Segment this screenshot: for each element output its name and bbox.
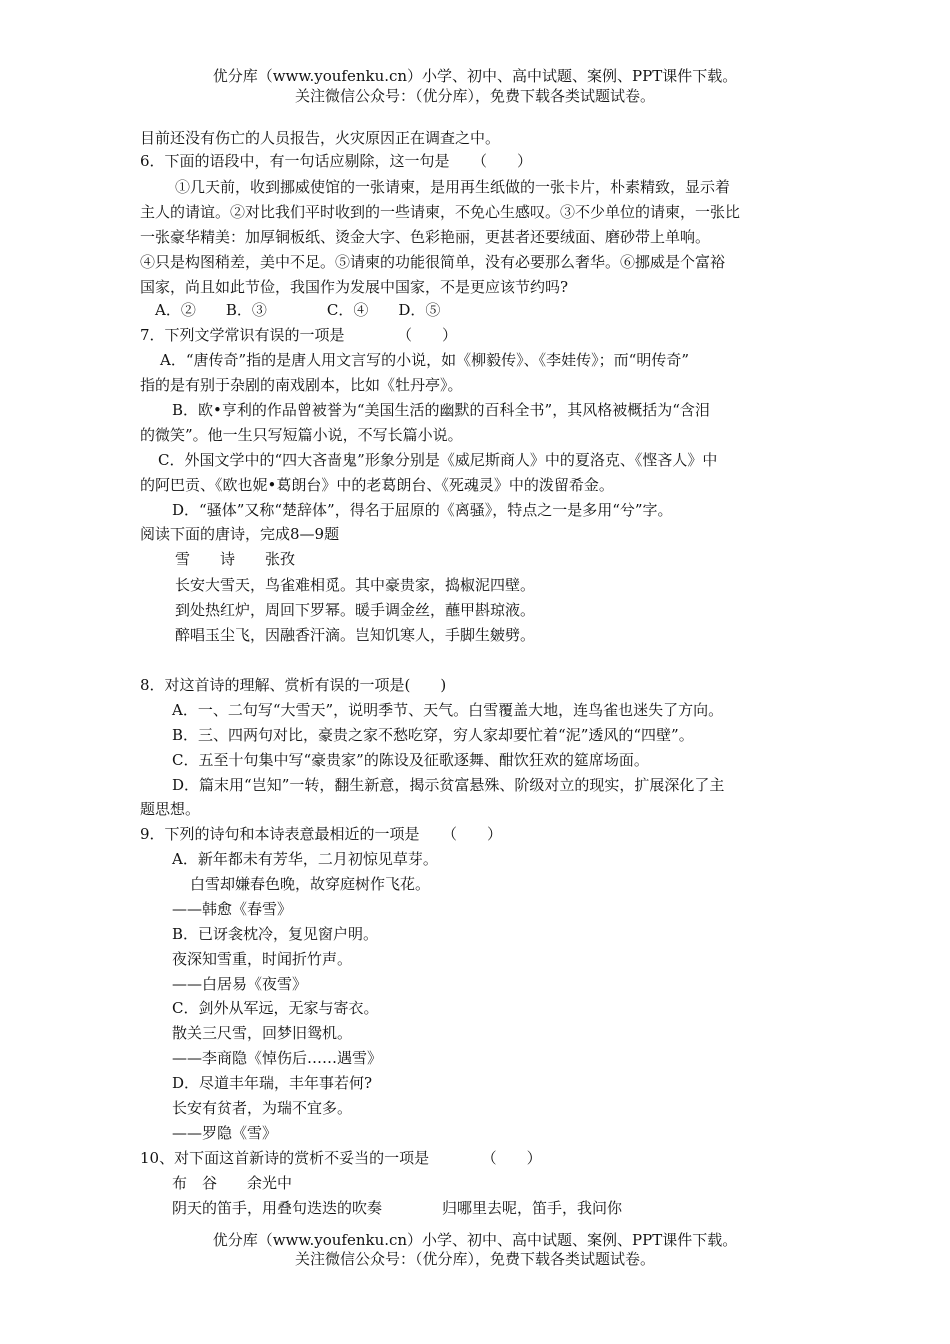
option-a-source: ——韩愈《春雪》 xyxy=(172,900,293,918)
poem-title: 雪 诗 张孜 xyxy=(175,550,296,568)
text-line: 目前还没有伤亡的人员报告，火灾原因正在调查之中。 xyxy=(140,129,501,147)
option-c: C．五至十句集中写“豪贵家”的陈设及征歌逐舞、酣饮狂欢的筵席场面。 xyxy=(172,751,649,769)
option-d-cont: 长安有贫者，为瑞不宜多。 xyxy=(172,1099,353,1117)
footer-line-2: 关注微信公众号：（优分库），免费下载各类试题试卷。 xyxy=(294,1250,655,1268)
option-b: B．欧•亨利的作品曾被誉为“美国生活的幽默的百科全书”，其风格被概括为“含泪 xyxy=(172,401,710,419)
question-8-stem: 8．对这首诗的理解、赏析有误的一项是( ) xyxy=(140,676,447,694)
option-d: D．“骚体”又称“楚辞体”，得名于屈原的《离骚》，特点之一是多用“兮”字。 xyxy=(172,501,673,519)
option-d: D．篇末用“岂知”一转，翻生新意，揭示贫富悬殊、阶级对立的现实，扩展深化了主 xyxy=(172,776,725,794)
poem-title: 布 谷 余光中 xyxy=(172,1174,293,1192)
option-d-source: ——罗隐《雪》 xyxy=(172,1124,278,1142)
option-a: A．“唐传奇”指的是唐人用文言写的小说，如《柳毅传》、《李娃传》；而“明传奇” xyxy=(160,351,690,369)
passage-line: 主人的请谊。②对比我们平时收到的一些请柬，不免心生感叹。③不少单位的请柬，一张比 xyxy=(140,203,741,221)
option-a: A．一、二句写“大雪天”，说明季节、天气。白雪覆盖大地，连鸟雀也迷失了方向。 xyxy=(172,701,724,719)
option-a-cont: 指的是有别于杂剧的南戏剧本，比如《牡丹亭》。 xyxy=(140,376,463,394)
passage-line: ①几天前，收到挪威使馆的一张请柬，是用再生纸做的一张卡片，朴素精致，显示着 xyxy=(175,178,731,196)
option-d-cont: 题思想。 xyxy=(140,800,201,818)
option-c-cont: 散关三尺雪，回梦旧鸳机。 xyxy=(172,1024,353,1042)
option-b-source: ——白居易《夜雪》 xyxy=(172,975,308,993)
option-a: A．新年都未有芳华，二月初惊见草芽。 xyxy=(172,850,438,868)
question-7-stem: 7．下列文学常识有误的一项是 （ ） xyxy=(140,326,458,344)
passage-line: 一张豪华精美：加厚铜板纸、烫金大字、色彩艳丽，更甚者还要绒面、磨砂带上单响。 xyxy=(140,228,711,246)
poem-line: 醉唱玉尘飞，因融香汗滴。岂知饥寒人，手脚生皴劈。 xyxy=(175,626,536,644)
passage-line: ④只是构图稍差，美中不足。⑤请柬的功能很简单，没有必要那么奢华。⑥挪威是个富裕 xyxy=(140,253,726,271)
question-6-options: A．② B．③ C．④ D．⑤ xyxy=(155,301,441,319)
option-c: C．外国文学中的“四大吝啬鬼”形象分别是《威尼斯商人》中的夏洛克、《悭吝人》中 xyxy=(158,451,718,469)
header-line-2: 关注微信公众号：（优分库），免费下载各类试题试卷。 xyxy=(294,87,655,105)
option-b: B．三、四两句对比，豪贵之家不愁吃穿，穷人家却要忙着“泥”透风的“四壁”。 xyxy=(172,726,694,744)
reading-instruction: 阅读下面的唐诗，完成8—9题 xyxy=(140,525,340,543)
option-c-source: ——李商隐《悼伤后……遇雪》 xyxy=(172,1049,383,1067)
option-b-cont: 夜深知雪重，时闻折竹声。 xyxy=(172,950,353,968)
option-c-cont: 的阿巴贡、《欧也妮•葛朗台》中的老葛朗台、《死魂灵》中的泼留希金。 xyxy=(140,476,614,494)
header-line-1: 优分库（www.youfenku.cn）小学、初中、高中试题、案例、PPT课件下载。 xyxy=(212,67,738,85)
option-c: C．剑外从军远，无家与寄衣。 xyxy=(172,999,379,1017)
option-a-cont: 白雪却嫌春色晚，故穿庭树作飞花。 xyxy=(190,875,431,893)
poem-line: 到处热红炉，周回下罗幂。暖手调金丝，蘸甲斟琼液。 xyxy=(175,601,536,619)
passage-line: 国家，尚且如此节俭，我国作为发展中国家，不是更应该节约吗? xyxy=(140,278,569,296)
option-b: B．已讶衾枕冷，复见窗户明。 xyxy=(172,925,379,943)
footer-line-1: 优分库（www.youfenku.cn）小学、初中、高中试题、案例、PPT课件下载。 xyxy=(212,1231,738,1249)
poem-line: 长安大雪天，鸟雀难相觅。其中豪贵家，捣椒泥四壁。 xyxy=(175,576,536,594)
question-6-stem: 6．下面的语段中，有一句话应剔除，这一句是 （ ） xyxy=(140,152,533,170)
question-10-stem: 10、对下面这首新诗的赏析不妥当的一项是 （ ） xyxy=(140,1149,542,1167)
question-9-stem: 9．下列的诗句和本诗表意最相近的一项是 （ ） xyxy=(140,825,503,843)
option-d: D．尽道丰年瑞，丰年事若何? xyxy=(172,1074,373,1092)
poem-line: 阴天的笛手，用叠句迭迭的吹奏 归哪里去呢，笛手，我问你 xyxy=(172,1199,623,1217)
option-b-cont: 的微笑”。他一生只写短篇小说，不写长篇小说。 xyxy=(140,426,463,444)
